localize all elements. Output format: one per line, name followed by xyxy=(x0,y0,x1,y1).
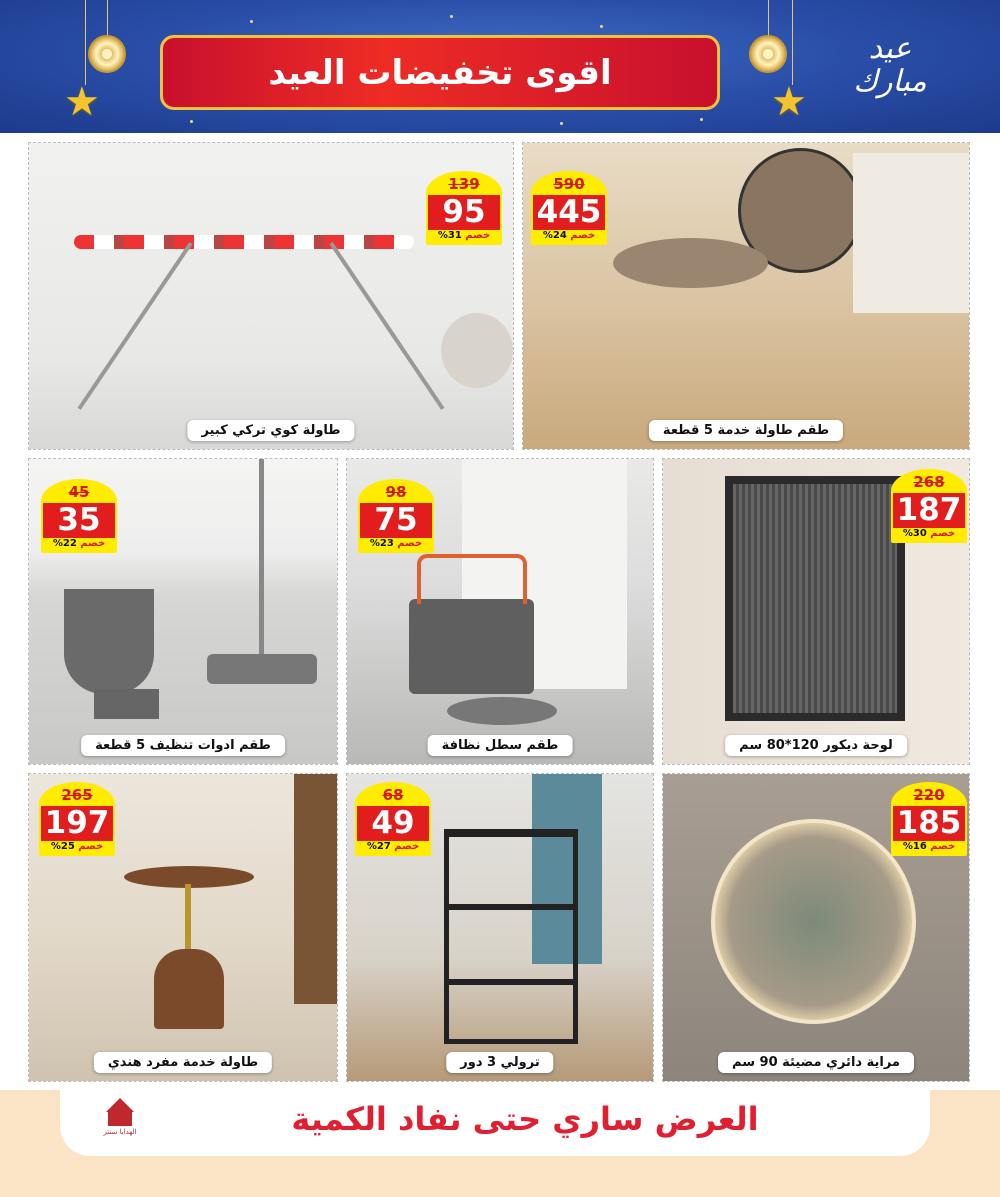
old-price: 265 xyxy=(61,786,93,804)
product-name: لوحة ديكور 120*80 سم xyxy=(725,735,907,756)
header-banner xyxy=(0,0,1000,133)
old-price: 220 xyxy=(913,786,945,804)
page-title: اقوى تخفيضات العيد xyxy=(160,35,720,110)
footer-text: العرض ساري حتى نفاد الكمية xyxy=(291,1100,759,1138)
old-price: 98 xyxy=(385,483,407,501)
discount: خصم 30% xyxy=(902,528,956,539)
price-tag xyxy=(891,782,967,856)
sale-price: 197 xyxy=(41,806,113,841)
price-tag xyxy=(358,479,434,553)
hanging-string xyxy=(107,0,108,40)
old-price: 45 xyxy=(68,483,90,501)
price-tag xyxy=(531,171,607,245)
price-tag xyxy=(891,469,967,543)
product-card[interactable] xyxy=(662,773,970,1082)
discount: خصم 31% xyxy=(437,230,491,241)
confetti xyxy=(600,25,603,28)
store-logo xyxy=(95,1098,145,1150)
discount: خصم 16% xyxy=(902,841,956,852)
discount: خصم 24% xyxy=(542,230,596,241)
sale-price: 187 xyxy=(893,493,965,528)
product-card[interactable] xyxy=(346,773,654,1082)
product-name: طقم سطل نظافة xyxy=(428,735,573,756)
discount: خصم 22% xyxy=(52,538,106,549)
discount: خصم 23% xyxy=(369,538,423,549)
confetti xyxy=(250,20,253,23)
product-name: طاولة كوي تركي كبير xyxy=(187,420,354,441)
old-price: 268 xyxy=(913,473,945,491)
product-card[interactable] xyxy=(28,142,514,450)
confetti xyxy=(560,122,563,125)
sale-price: 95 xyxy=(428,195,500,230)
logo-text: الهدايا سنتر xyxy=(103,1128,137,1136)
sale-price: 35 xyxy=(43,503,115,538)
footer xyxy=(0,1090,1000,1197)
star-icon: ★ xyxy=(64,79,100,125)
hanging-string xyxy=(792,0,793,85)
product-card[interactable] xyxy=(28,773,338,1082)
product-card[interactable] xyxy=(522,142,970,450)
price-tag xyxy=(41,479,117,553)
product-name: طقم طاولة خدمة 5 قطعة xyxy=(649,420,843,441)
old-price: 139 xyxy=(448,175,480,193)
house-icon xyxy=(106,1098,134,1112)
product-name: طاولة خدمة مفرد هندي xyxy=(94,1052,272,1073)
sale-price: 49 xyxy=(357,806,429,841)
discount: خصم 27% xyxy=(366,841,420,852)
product-name: ترولي 3 دور xyxy=(446,1052,553,1073)
price-tag xyxy=(426,171,502,245)
star-icon: ★ xyxy=(771,79,807,125)
confetti xyxy=(190,120,193,123)
product-card[interactable] xyxy=(662,458,970,765)
old-price: 68 xyxy=(382,786,404,804)
old-price: 590 xyxy=(553,175,585,193)
confetti xyxy=(450,15,453,18)
hanging-string xyxy=(768,0,769,40)
sale-price: 185 xyxy=(893,806,965,841)
product-name: طقم ادوات تنظيف 5 قطعة xyxy=(81,735,285,756)
price-tag xyxy=(39,782,115,856)
sale-price: 75 xyxy=(360,503,432,538)
sale-price: 445 xyxy=(533,195,605,230)
ornament-icon xyxy=(749,35,787,73)
eid-calligraphy: عيد مبارك xyxy=(853,31,927,99)
product-card[interactable] xyxy=(346,458,654,765)
product-name: مراية دائري مضيئة 90 سم xyxy=(718,1052,914,1073)
product-card[interactable] xyxy=(28,458,338,765)
ornament-icon xyxy=(88,35,126,73)
hanging-string xyxy=(85,0,86,85)
price-tag xyxy=(355,782,431,856)
confetti xyxy=(700,118,703,121)
discount: خصم 25% xyxy=(50,841,104,852)
